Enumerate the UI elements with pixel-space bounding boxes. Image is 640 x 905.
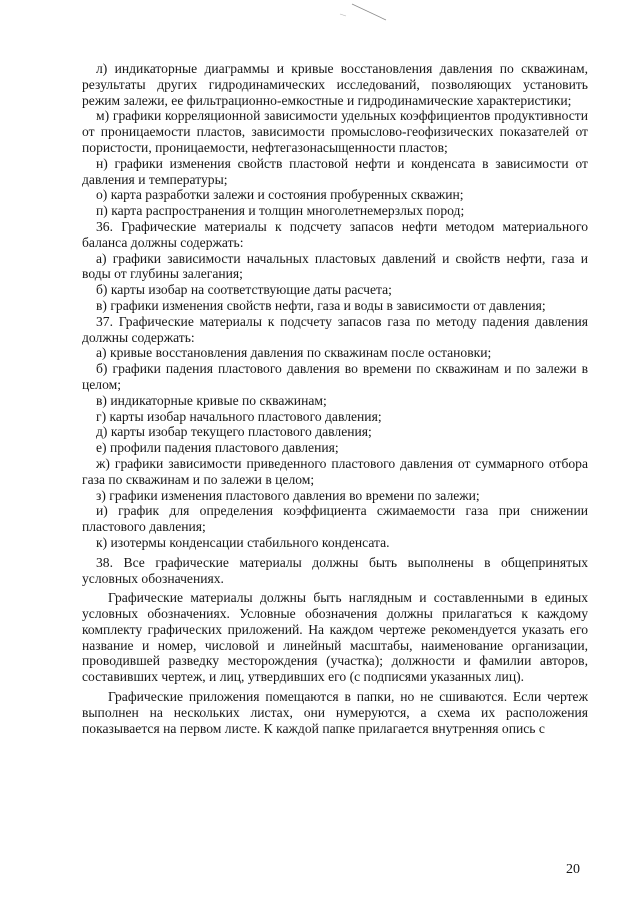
paragraph: а) кривые восстановления давления по скважинам после остановки; (96, 345, 492, 361)
paragraph: з) графики изменения пластового давления во времени по залежи; (96, 487, 480, 503)
paragraph: в) графики изменения свойств нефти, газа и воды в зависимости от давления; (96, 297, 546, 313)
document-body (82, 61, 588, 736)
paragraph: г) карты изобар начального пластового давления; (96, 408, 382, 424)
scan-artifact-mark (0, 0, 640, 40)
paragraph: к) изотермы конденсации стабильного конденсата. (96, 534, 390, 550)
paragraph: н) графики изменения свойств пластовой нефти и конденсата в зависимости от давления и температуры; (82, 155, 588, 187)
paragraph: е) профили падения пластового давления; (96, 440, 339, 456)
paragraph: м) графики корреляционной зависимости удельных коэффициентов продуктивности от проницаемости пластов, зависимости промыслово-геофизических показателей от пористости, проницаемости, нефтегазонасыщенности пластов; (82, 108, 588, 155)
paragraph: 36. Графические материалы к подсчету запасов нефти методом материального баланса должны содержать: (82, 218, 588, 250)
paragraph: а) графики зависимости начальных пластовых давлений и свойств нефти, газа и воды от глубины залегания; (82, 250, 588, 282)
paragraph: б) карты изобар на соответствующие даты расчета; (96, 282, 392, 298)
paragraph: Графические приложения помещаются в папки, но не сшиваются. Если чертеж выполнен на нескольких листах, они нумеруются, а схема их расположения показывается на первом листе. К каждой папке прилагается внутренняя опись с (82, 689, 588, 736)
paragraph: б) графики падения пластового давления во времени по скважинам и по залежи в целом; (82, 361, 588, 392)
paragraph: п) карта распространения и толщин многолетнемерзлых пород; (96, 203, 465, 219)
paragraph: 38. Все графические материалы должны быть выполнены в общепринятых условных обозначениях. (82, 554, 588, 586)
paragraph: и) график для определения коэффициента сжимаемости газа при снижении пластового давления; (82, 503, 588, 535)
paragraph: Графические материалы должны быть наглядным и составленными в единых условных обозначениях. Условные обозначения должны прилагаться к каждому комплекту графических приложений. На каждом чертеже рекомендуется указать его название и номер, числовой и линейный масштабы, наименование организации, проводившей разведку месторождения (участка); должности и фамилии авторов, составивших чертеж, и лиц, утвердивших его (с подписями указанных лиц). (82, 590, 588, 685)
paragraph: в) индикаторные кривые по скважинам; (96, 392, 327, 408)
page-number: 20 (566, 862, 580, 877)
paragraph: л) индикаторные диаграммы и кривые восстановления давления по скважинам, результаты других гидродинамических исследований, позволяющих установить режим залежи, ее фильтрационно-емкостные и гидродинамические характеристики; (82, 61, 588, 108)
paragraph: д) карты изобар текущего пластового давления; (96, 424, 372, 440)
paragraph: о) карта разработки залежи и состояния пробуренных скважин; (96, 187, 464, 203)
paragraph: ж) графики зависимости приведенного пластового давления от суммарного отбора газа по скважинам и по залежи в целом; (82, 455, 588, 487)
paragraph: 37. Графические материалы к подсчету запасов газа по методу падения давления должны содержать: (82, 313, 588, 345)
